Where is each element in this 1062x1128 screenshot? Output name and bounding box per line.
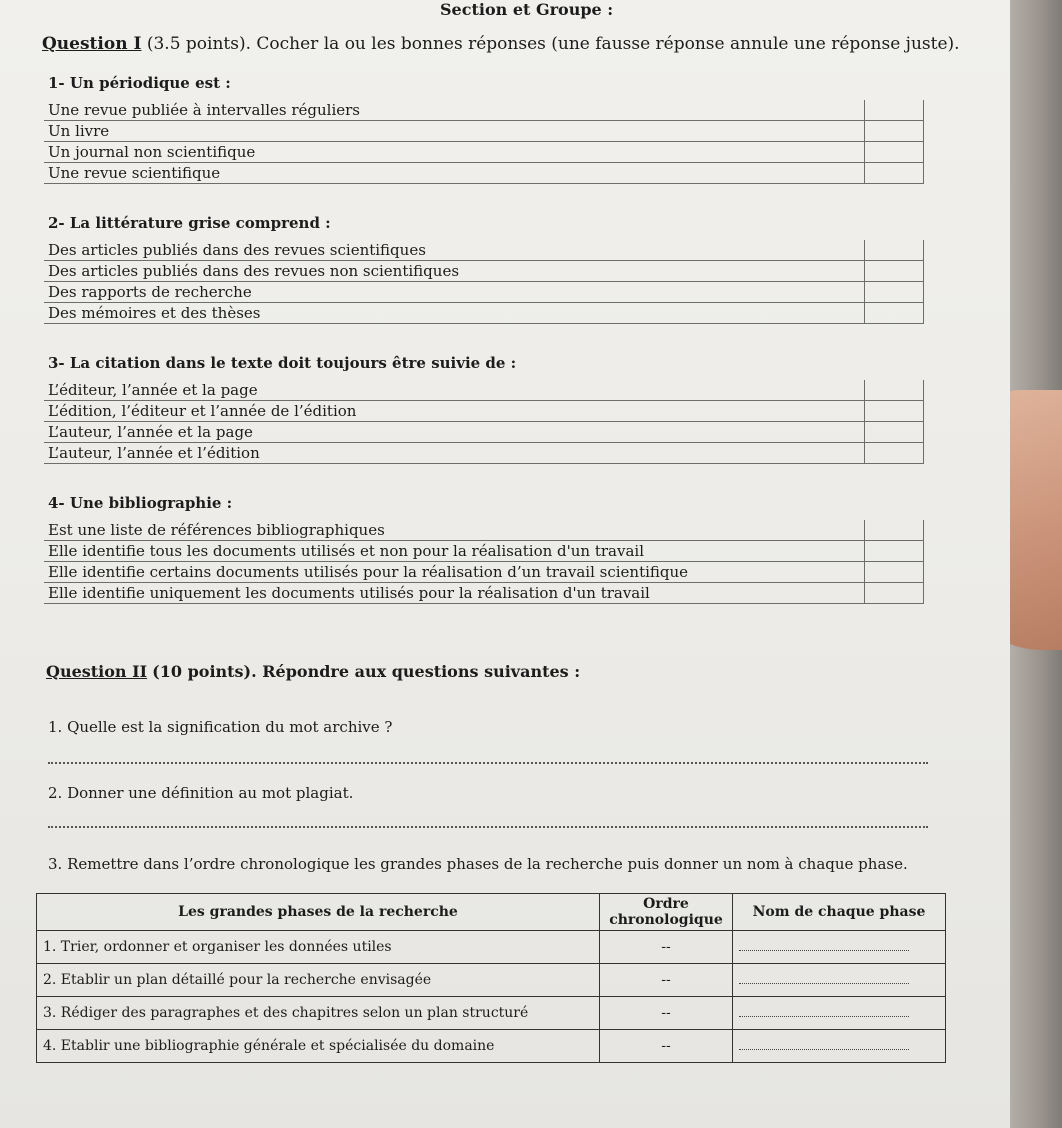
option-text: Elle identifie uniquement les documents utilisés pour la réalisation d'un travail: [48, 584, 650, 602]
option-row: [44, 142, 924, 163]
name-fill-line: [739, 1049, 909, 1050]
column-header: Ordre chronologique: [600, 894, 733, 931]
option-text: L’auteur, l’année et l’édition: [48, 444, 260, 462]
question-1-instructions: (3.5 points). Cocher la ou les bonnes réponses (une fausse réponse annule une réponse juste).: [146, 34, 960, 54]
phase-cell: 1. Trier, ordonner et organiser les données utiles: [37, 931, 600, 964]
question-2-label: Question II: [46, 662, 148, 681]
answer-line-1[interactable]: [48, 762, 928, 764]
checkbox-cell[interactable]: [864, 142, 924, 162]
name-cell[interactable]: [733, 964, 946, 997]
option-row: [44, 401, 924, 422]
option-text: Des rapports de recherche: [48, 283, 252, 301]
option-text: Une revue scientifique: [48, 164, 221, 182]
option-text: Elle identifie tous les documents utilisés et non pour la réalisation d'un travail: [48, 542, 645, 560]
checkbox-cell[interactable]: [864, 240, 924, 260]
option-row: [44, 261, 924, 282]
option-text: Un livre: [48, 122, 110, 140]
checkbox-cell[interactable]: [864, 380, 924, 400]
option-text: Des articles publiés dans des revues scientifiques: [48, 241, 426, 259]
checkbox-cell[interactable]: [864, 100, 924, 120]
checkbox-cell[interactable]: [864, 562, 924, 582]
option-text: L’édition, l’éditeur et l’année de l’édition: [48, 402, 357, 420]
phase-cell: 4. Etablir une bibliographie générale et spécialisée du domaine: [37, 1030, 600, 1063]
answer-line-2[interactable]: [48, 826, 928, 828]
checkbox-cell[interactable]: [864, 163, 924, 183]
option-row: [44, 583, 924, 604]
checkbox-cell[interactable]: [864, 443, 924, 463]
option-row: [44, 121, 924, 142]
checkbox-cell[interactable]: [864, 520, 924, 540]
name-fill-line: [739, 950, 909, 951]
option-text: L’auteur, l’année et la page: [48, 423, 253, 441]
checkbox-cell[interactable]: [864, 583, 924, 603]
option-row: [44, 163, 924, 184]
name-cell[interactable]: [733, 997, 946, 1030]
name-cell[interactable]: [733, 1030, 946, 1063]
option-row: [44, 443, 924, 464]
item-3-prompt: 3- La citation dans le texte doit toujours être suivie de :: [48, 354, 517, 372]
option-row: [44, 240, 924, 261]
table-header-row: [37, 894, 946, 931]
order-cell[interactable]: --: [600, 1030, 733, 1063]
item-4-options: [44, 520, 924, 604]
checkbox-cell[interactable]: [864, 261, 924, 281]
open-question-2: 2. Donner une définition au mot plagiat.: [48, 784, 354, 802]
option-text: Des articles publiés dans des revues non scientifiques: [48, 262, 460, 280]
question-1-label: Question I: [42, 34, 142, 54]
name-fill-line: [739, 983, 909, 984]
item-2-prompt: 2- La littérature grise comprend :: [48, 214, 331, 232]
checkbox-cell[interactable]: [864, 422, 924, 442]
column-header: Les grandes phases de la recherche: [37, 894, 600, 931]
option-row: [44, 562, 924, 583]
option-text: Est une liste de références bibliographiques: [48, 521, 385, 539]
table-row: [37, 1030, 946, 1063]
order-cell[interactable]: --: [600, 997, 733, 1030]
table-row: [37, 931, 946, 964]
section-group-label: Section et Groupe :: [440, 0, 614, 19]
phases-table: [36, 893, 946, 1063]
option-row: [44, 520, 924, 541]
open-question-3: 3. Remettre dans l’ordre chronologique les grandes phases de la recherche puis donner un nom à chaque phase.: [48, 855, 908, 873]
option-row: [44, 100, 924, 121]
option-row: [44, 541, 924, 562]
checkbox-cell[interactable]: [864, 282, 924, 302]
option-text: L’éditeur, l’année et la page: [48, 381, 258, 399]
table-row: [37, 964, 946, 997]
item-1-options: [44, 100, 924, 184]
question-2-title: [46, 662, 580, 681]
checkbox-cell[interactable]: [864, 303, 924, 323]
option-row: [44, 380, 924, 401]
option-text: Des mémoires et des thèses: [48, 304, 261, 322]
option-row: [44, 422, 924, 443]
question-2-instructions: (10 points). Répondre aux questions suivantes :: [152, 662, 581, 681]
item-3-options: [44, 380, 924, 464]
table-row: [37, 997, 946, 1030]
checkbox-cell[interactable]: [864, 121, 924, 141]
question-1-title: [42, 34, 960, 54]
order-cell[interactable]: --: [600, 964, 733, 997]
option-text: Un journal non scientifique: [48, 143, 256, 161]
phase-cell: 2. Etablir un plan détaillé pour la recherche envisagée: [37, 964, 600, 997]
checkbox-cell[interactable]: [864, 541, 924, 561]
item-1-prompt: 1- Un périodique est :: [48, 74, 231, 92]
option-text: Elle identifie certains documents utilisés pour la réalisation d’un travail scientifique: [48, 563, 689, 581]
name-fill-line: [739, 1016, 909, 1017]
option-row: [44, 282, 924, 303]
checkbox-cell[interactable]: [864, 401, 924, 421]
phase-cell: 3. Rédiger des paragraphes et des chapitres selon un plan structuré: [37, 997, 600, 1030]
item-2-options: [44, 240, 924, 324]
option-text: Une revue publiée à intervalles réguliers: [48, 101, 361, 119]
item-4-prompt: 4- Une bibliographie :: [48, 494, 233, 512]
open-question-1: 1. Quelle est la signification du mot archive ?: [48, 718, 393, 736]
column-header: Nom de chaque phase: [733, 894, 946, 931]
name-cell[interactable]: [733, 931, 946, 964]
order-cell[interactable]: --: [600, 931, 733, 964]
option-row: [44, 303, 924, 324]
